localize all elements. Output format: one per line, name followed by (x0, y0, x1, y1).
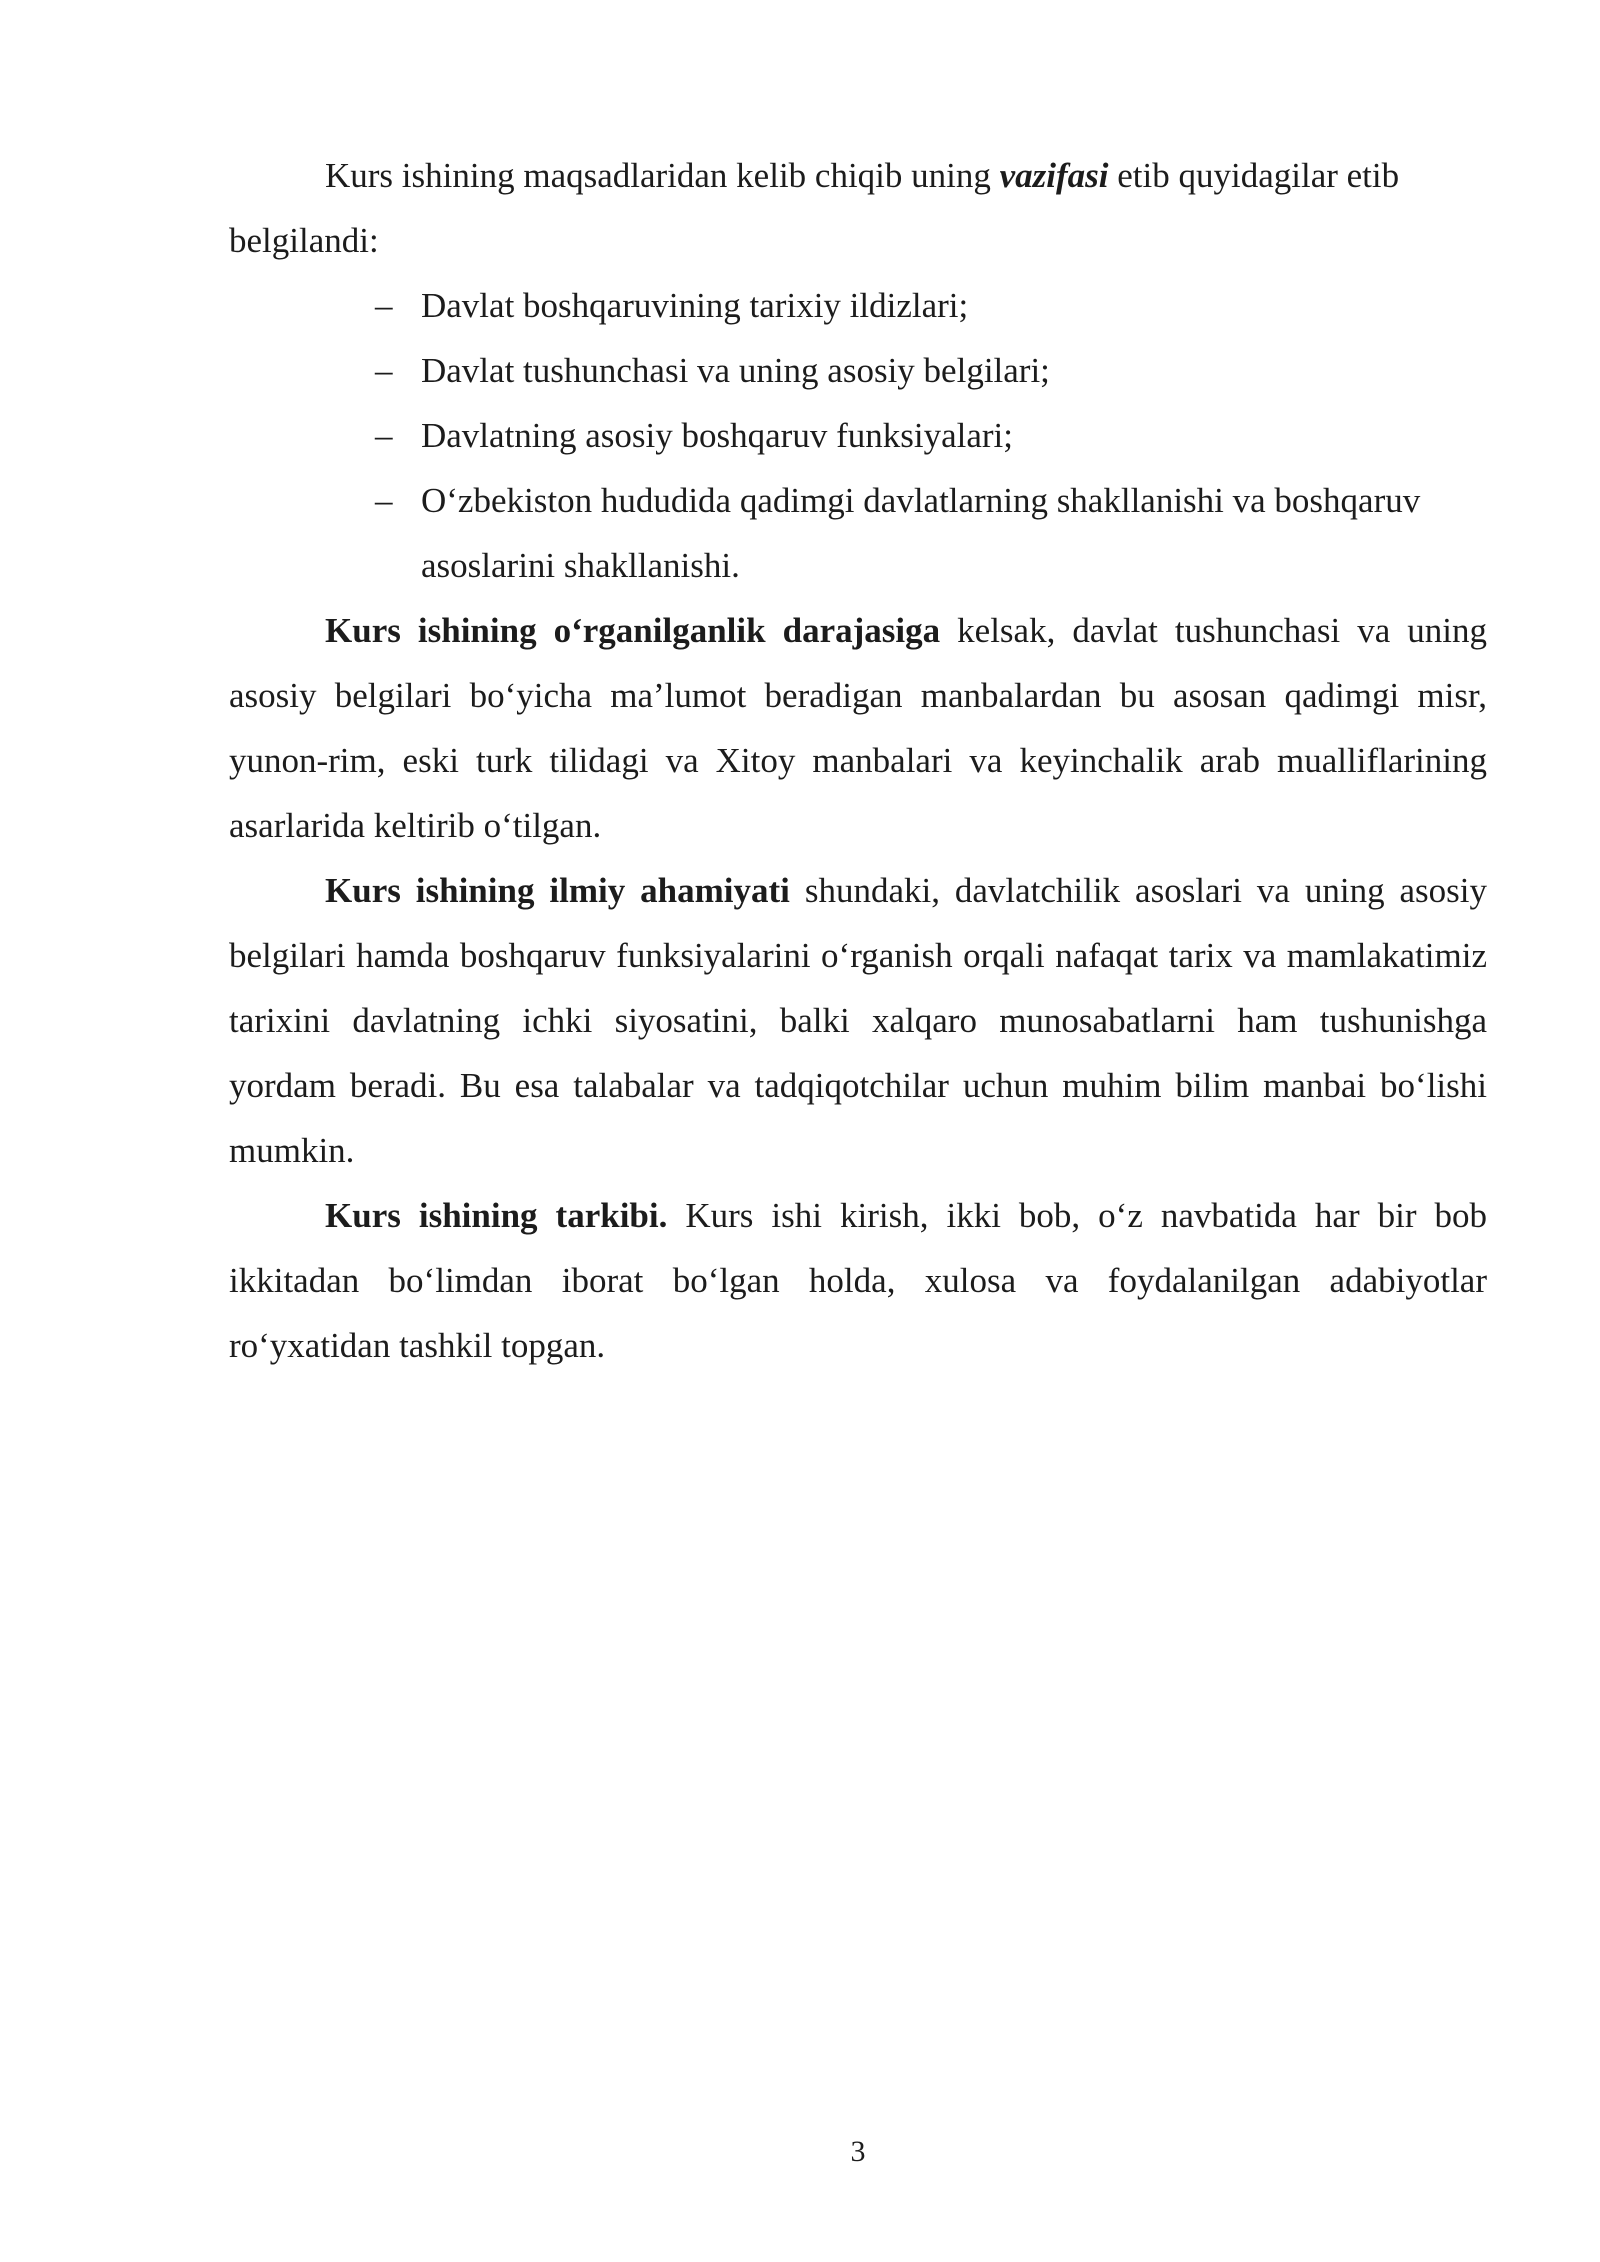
page-number: 3 (850, 2135, 866, 2168)
dash-icon: – (375, 351, 393, 390)
task-text: Davlat tushunchasi va uning asosiy belgilari; (421, 351, 1050, 390)
list-item (375, 273, 1487, 338)
dash-icon: – (375, 481, 393, 520)
significance-paragraph (229, 858, 1487, 1183)
structure-heading: Kurs ishining tarkibi. (325, 1196, 668, 1235)
document-page (229, 143, 1487, 1378)
intro-text-after: etib quyidagilar etib belgilandi: (229, 156, 1400, 260)
intro-emphasis: vazifasi (999, 156, 1109, 195)
structure-text: Kurs ishi kirish, ikki bob, o‘z navbatida har bir bob ikkitadan bo‘limdan iborat bo‘lgan holda, xulosa va foydalanilgan adabiyotlar ro‘yxatidan tashkil topgan. (229, 1196, 1487, 1365)
dash-icon: – (375, 286, 393, 325)
intro-text-before: Kurs ishining maqsadlaridan kelib chiqib uning (325, 156, 1000, 195)
task-text: Davlatning asosiy boshqaruv funksiyalari; (421, 416, 1013, 455)
task-text: O‘zbekiston hududida qadimgi davlatlarning shakllanishi va boshqaruv asoslarini shakllanishi. (421, 481, 1421, 585)
list-item (375, 468, 1487, 598)
intro-paragraph (229, 143, 1487, 273)
study-degree-paragraph (229, 598, 1487, 858)
study-degree-text: kelsak, davlat tushunchasi va uning asosiy belgilari bo‘yicha ma’lumot beradigan manbalardan bu asosan qadimgi misr, yunon-rim, eski turk tilidagi va Xitoy manbalari va keyinchalik arab mualliflarining asarlarida keltirib o‘tilgan. (229, 611, 1487, 845)
list-item (375, 338, 1487, 403)
task-text: Davlat boshqaruvining tarixiy ildizlari; (421, 286, 969, 325)
list-item (375, 403, 1487, 468)
task-list (229, 273, 1487, 598)
dash-icon: – (375, 416, 393, 455)
structure-paragraph (229, 1183, 1487, 1378)
significance-heading: Kurs ishining ilmiy ahamiyati (325, 871, 790, 910)
study-degree-heading: Kurs ishining o‘rganilganlik darajasiga (325, 611, 941, 650)
significance-text: shundaki, davlatchilik asoslari va uning asosiy belgilari hamda boshqaruv funksiyalarini o‘rganish orqali nafaqat tarix va mamlakatimiz tarixini davlatning ichki siyosatini, balki xalqaro munosabatlarni ham tushunishga yordam beradi. Bu esa talabalar va tadqiqotchilar uchun muhim bilim manbai bo‘lishi mumkin. (229, 871, 1488, 1170)
